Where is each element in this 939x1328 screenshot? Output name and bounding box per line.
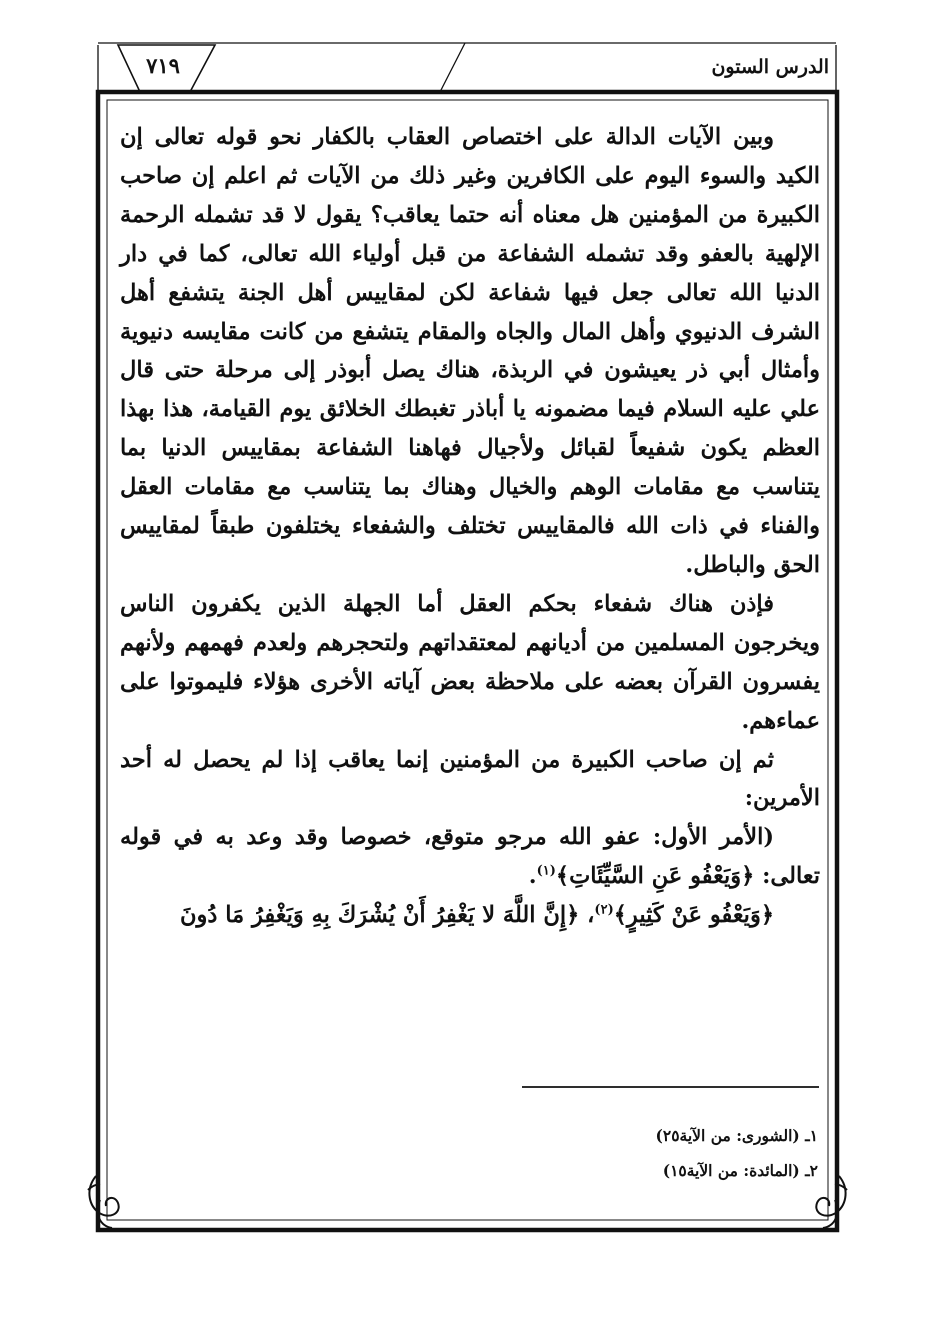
paragraph-5 [120, 896, 820, 935]
footnotes [656, 1118, 818, 1188]
lesson-title: الدرس الستون [711, 56, 829, 78]
footnote-1: ١ـ (الشورى: من الآية٢٥) [655, 1126, 818, 1145]
footnote-ref-2: (٢) [594, 902, 614, 918]
quran-verse-2: ﴿وَيَعْفُو عَنْ كَثِيرٍ﴾ [613, 902, 774, 929]
verse-separator: ، [579, 902, 595, 929]
paragraph-4-text: (الأمر الأول: عفو الله مرجو متوقع، خصوصا وقد وعد به في قوله تعالى: [120, 824, 820, 890]
quran-verse-1: ﴿وَيَعْفُو عَنِ السَّيِّئَاتِ﴾ [555, 863, 755, 890]
paragraph-1: وبين الآيات الدالة على اختصاص العقاب بالكفار نحو قوله تعالى إن الكيد والسوء اليوم على الكافرين وغير ذلك من الآيات ثم اعلم إن صاحب الكبيرة من المؤمنين هل معناه أنه حتما يعاقب؟ يقول لا قد تشمله الرحمة الإلهية بالعفو وقد تشمله الشفاعة من قبل أولياء الله تعالى، كما في دار الدنيا الله تعالى جعل فيها شفاعة لكن لمقاييس أهل الجنة يتشفع أهل الشرف الدنيوي وأهل المال والجاه والمقام يتشفع من كانت مقايسه دنيوية وأمثال أبي ذر يعيشون في الربذة، هناك يصل أبوذر إلى مرحلة حتى قال علي عليه السلام فيما مضمونه يا أباذر تغبطك الخلائق يوم القيامة، هذا بهذا العظم يكون شفيعاً لقبائل ولأجيال فهاهنا الشفاعة بمقاييس الدنيا بما يتناسب مع مقامات الوهم والخيال وهناك بما يتناسب مع مقامات العقل والفناء في ذات الله فالمقاييس تختلف والشفعاء يختلفون طبقاً لمقاييس الحق والباطل. [120, 124, 820, 578]
paragraph-4 [120, 818, 820, 896]
paragraph-3: ثم إن صاحب الكبيرة من المؤمنين إنما يعاقب إذا لم يحصل له أحد الأمرين: [120, 746, 820, 812]
main-text [120, 118, 820, 935]
footnote-ref-1: (١) [536, 863, 556, 879]
footnote-2: ٢ـ (المائدة: من الآية١٥) [662, 1161, 818, 1180]
paragraph-2: فإذن هناك شفعاء بحكم العقل أما الجهلة الذين يكفرون الناس ويخرجون المسلمين من أديانهم لمعتقداتهم ولتحجرهم ولعدم فهمهم ولأنهم يفسرون القرآن بعضه على ملاحظة بعض آياته الأخرى هؤلاء فليموتوا على عماءهم. [120, 590, 820, 734]
paragraph-4-end: . [528, 863, 537, 890]
quran-verse-3: ﴿إِنَّ اللَّهَ لا يَغْفِرُ أَنْ يُشْرَكَ بِهِ وَيَغْفِرُ مَا دُونَ [180, 902, 580, 929]
page-number: ٧١٩ [146, 53, 180, 78]
